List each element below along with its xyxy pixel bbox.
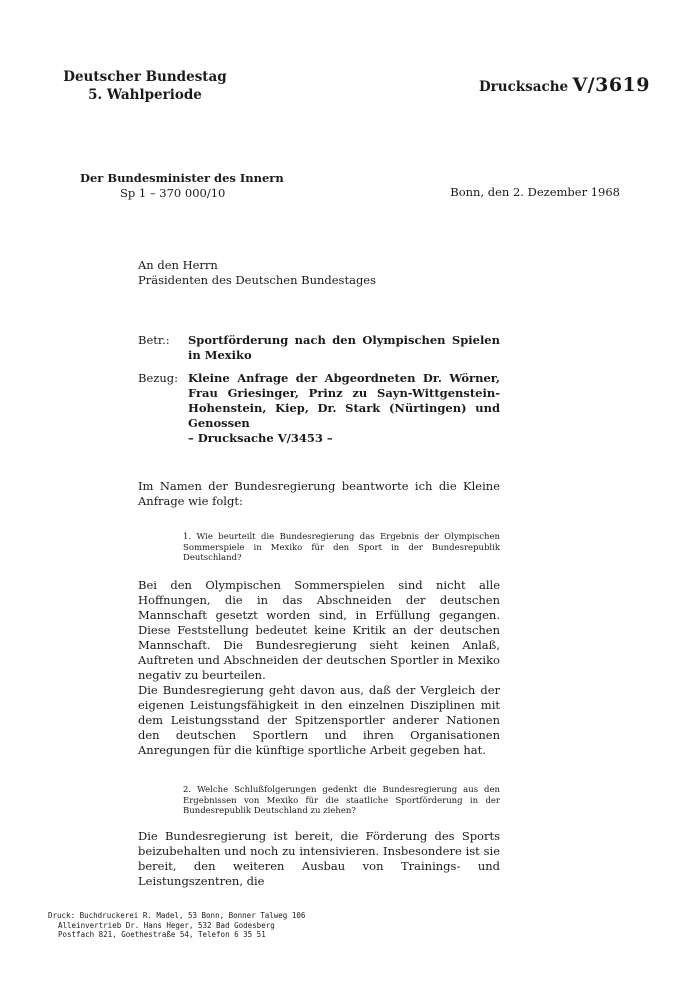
answer-paragraph-1: Bei den Olympischen Sommerspielen sind nicht alle Hoffnungen, die in das Abschneiden der deutschen Mannschaft gesetzt worden sind, in Erfüllung gegangen. Diese Feststellung bedeutet keine Kritik an der deutschen Mannschaft. Die Bundesregierung sieht keinen Anlaß, Auftreten und Abschneiden der deutschen Sportler in Mexiko negativ zu beurteilen.: [138, 578, 500, 682]
footer-line-1: Druck: Buchdruckerei R. Madel, 53 Bonn, Bonner Talweg 106: [48, 911, 306, 920]
document-header-left: [45, 68, 245, 104]
subject-block: [138, 333, 500, 454]
subject-row: [138, 333, 500, 363]
drucksache-number: V/3619: [572, 74, 650, 96]
sender-block: [80, 171, 284, 201]
address-line-2: Präsidenten des Deutschen Bundestages: [138, 273, 377, 287]
footer-line-2: Alleinvertrieb Dr. Hans Heger, 532 Bad Godesberg: [58, 920, 275, 930]
question-1: 1. Wie beurteilt die Bundesregierung das Ergebnis der Olympischen Sommerspiele in Mexiko für den Sport in der Bundesrepublik Deutschland?: [183, 532, 500, 563]
betr-label: Betr.:: [138, 333, 170, 347]
sender-reference: Sp 1 – 370 000/10: [120, 186, 226, 200]
bezug-text: Kleine Anfrage der Abgeordneten Dr. Wörner, Frau Griesinger, Prinz zu Sayn-Wittgenstein-Hohenstein, Kiep, Dr. Stark (Nürtingen) und Genossen: [188, 371, 500, 430]
drucksache-header: [479, 74, 650, 96]
betr-text: Sportförderung nach den Olympischen Spielen in Mexiko: [188, 333, 500, 362]
question-2: 2. Welche Schlußfolgerungen gedenkt die Bundesregierung aus den Ergebnissen von Mexiko für die staatliche Sportförderung in der Bundesrepublik Deutschland zu ziehen?: [183, 785, 500, 816]
answer-paragraph-2: Die Bundesregierung geht davon aus, daß der Vergleich der eigenen Leistungsfähigkeit in den einzelnen Disziplinen mit dem Leistungsstand der Spitzensportler anderer Nationen den deutschen Sportlern und ihren Organisationen Anregungen für die künftige sportliche Arbeit gegeben hat.: [138, 683, 500, 757]
footer-line-3: Postfach 821, Goethestraße 54, Telefon 6 35 51: [58, 930, 266, 939]
reference-row: [138, 371, 500, 446]
drucksache-label: Drucksache: [478, 79, 569, 95]
legislative-period: 5. Wahlperiode: [88, 87, 202, 103]
answer-paragraph-3: Die Bundesregierung ist bereit, die Förderung des Sports beizubehalten und noch zu intensivieren. Insbesondere ist sie bereit, den weiteren Ausbau von Trainings- und Leistungszentren, die: [138, 829, 500, 888]
bezug-content: [188, 371, 500, 446]
address-line-1: An den Herrn: [138, 258, 218, 272]
letter-date: Bonn, den 2. Dezember 1968: [450, 185, 620, 199]
intro-paragraph: Im Namen der Bundesregierung beantworte ich die Kleine Anfrage wie folgt:: [138, 479, 500, 508]
printer-footer: [48, 911, 305, 940]
institution-name: Deutscher Bundestag: [63, 69, 227, 85]
sender-name: Der Bundesminister des Innern: [80, 171, 284, 185]
bezug-label: Bezug:: [138, 371, 178, 385]
recipient-address: [138, 258, 376, 288]
bezug-reference: – Drucksache V/3453 –: [188, 431, 333, 445]
